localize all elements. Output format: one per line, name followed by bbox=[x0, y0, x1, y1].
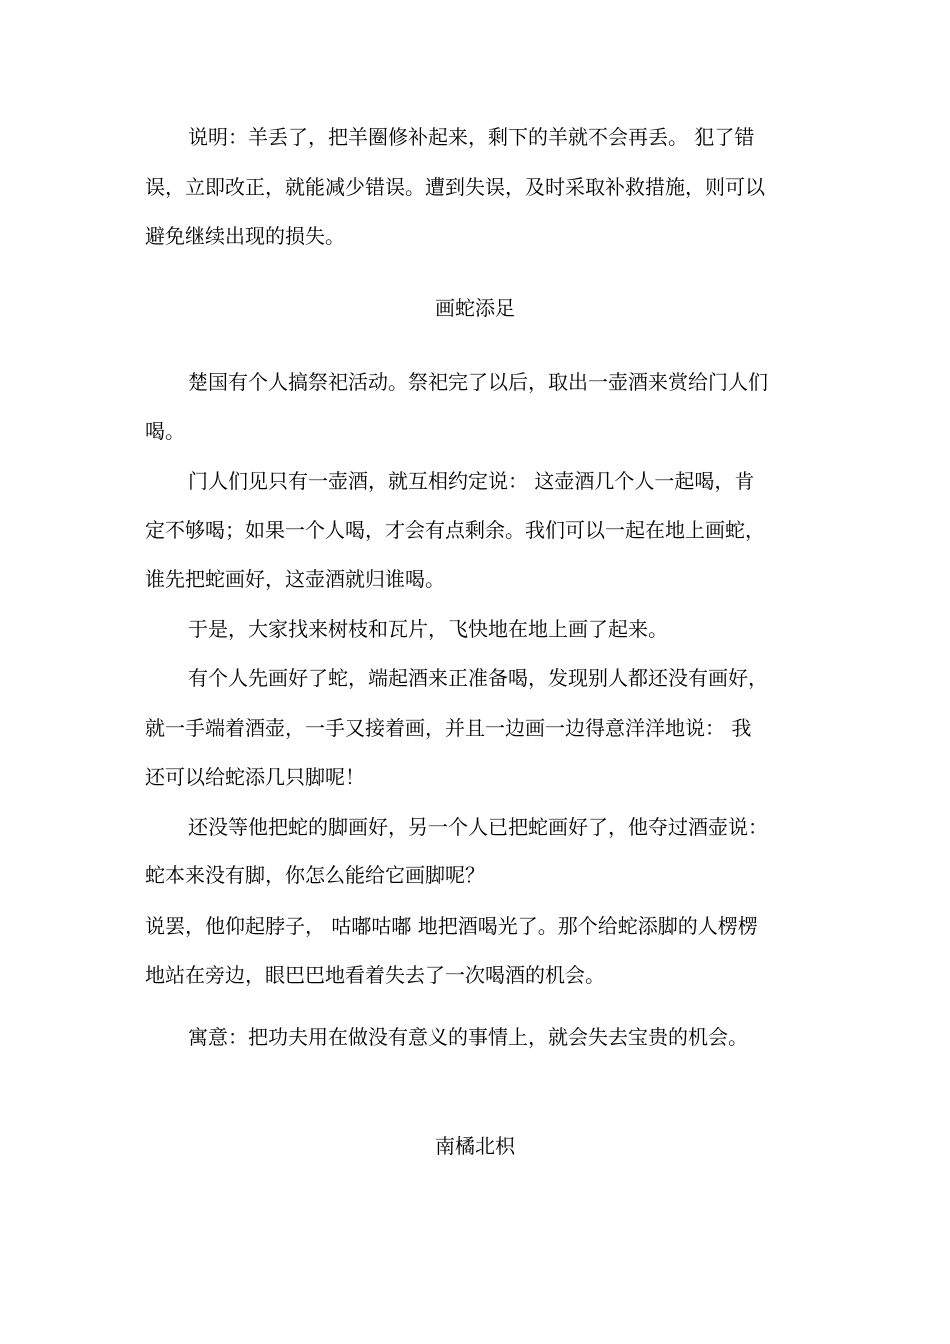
paragraph-line: 门人们见只有一壶酒，就互相约定说： 这壶酒几个人一起喝，肯 bbox=[188, 469, 755, 493]
paragraph-line: 误，立即改正，就能减少错误。遭到失误，及时采取补救措施，则可以 bbox=[145, 175, 765, 199]
paragraph-line: 谁先把蛇画好，这壶酒就归谁喝。 bbox=[145, 567, 445, 591]
paragraph-line: 地站在旁边，眼巴巴地看着失去了一次喝酒的机会。 bbox=[145, 963, 605, 987]
paragraph-line: 说明：羊丢了，把羊圈修补起来，剩下的羊就不会再丢。 犯了错 bbox=[188, 125, 755, 149]
story-title: 画蛇添足 bbox=[435, 296, 515, 320]
paragraph-line: 就一手端着酒壶，一手又接着画，并且一边画一边得意洋洋地说： 我 bbox=[145, 716, 752, 740]
moral-line: 寓意：把功夫用在做没有意义的事情上，就会失去宝贵的机会。 bbox=[188, 1025, 748, 1049]
paragraph-line: 定不够喝；如果一个人喝，才会有点剩余。我们可以一起在地上画蛇， bbox=[145, 518, 765, 542]
paragraph-line: 有个人先画好了蛇，端起酒来正准备喝，发现别人都还没有画好， bbox=[188, 666, 768, 690]
paragraph-line: 蛇本来没有脚，你怎么能给它画脚呢？ bbox=[145, 863, 485, 887]
paragraph-line: 喝。 bbox=[145, 419, 185, 443]
paragraph-line: 楚国有个人搞祭祀活动。祭祀完了以后，取出一壶酒来赏给门人们 bbox=[188, 370, 768, 394]
paragraph-line: 于是，大家找来树枝和瓦片，飞快地在地上画了起来。 bbox=[188, 617, 668, 641]
paragraph-line: 还没等他把蛇的脚画好，另一个人已把蛇画好了，他夺过酒壶说： bbox=[188, 815, 768, 839]
paragraph-line: 还可以给蛇添几只脚呢！ bbox=[145, 765, 365, 789]
paragraph-line: 避免继续出现的损失。 bbox=[145, 224, 345, 248]
story-title: 南橘北枳 bbox=[435, 1134, 515, 1158]
paragraph-line: 说罢，他仰起脖子， 咕嘟咕嘟 地把酒喝光了。那个给蛇添脚的人楞楞 bbox=[145, 914, 758, 938]
